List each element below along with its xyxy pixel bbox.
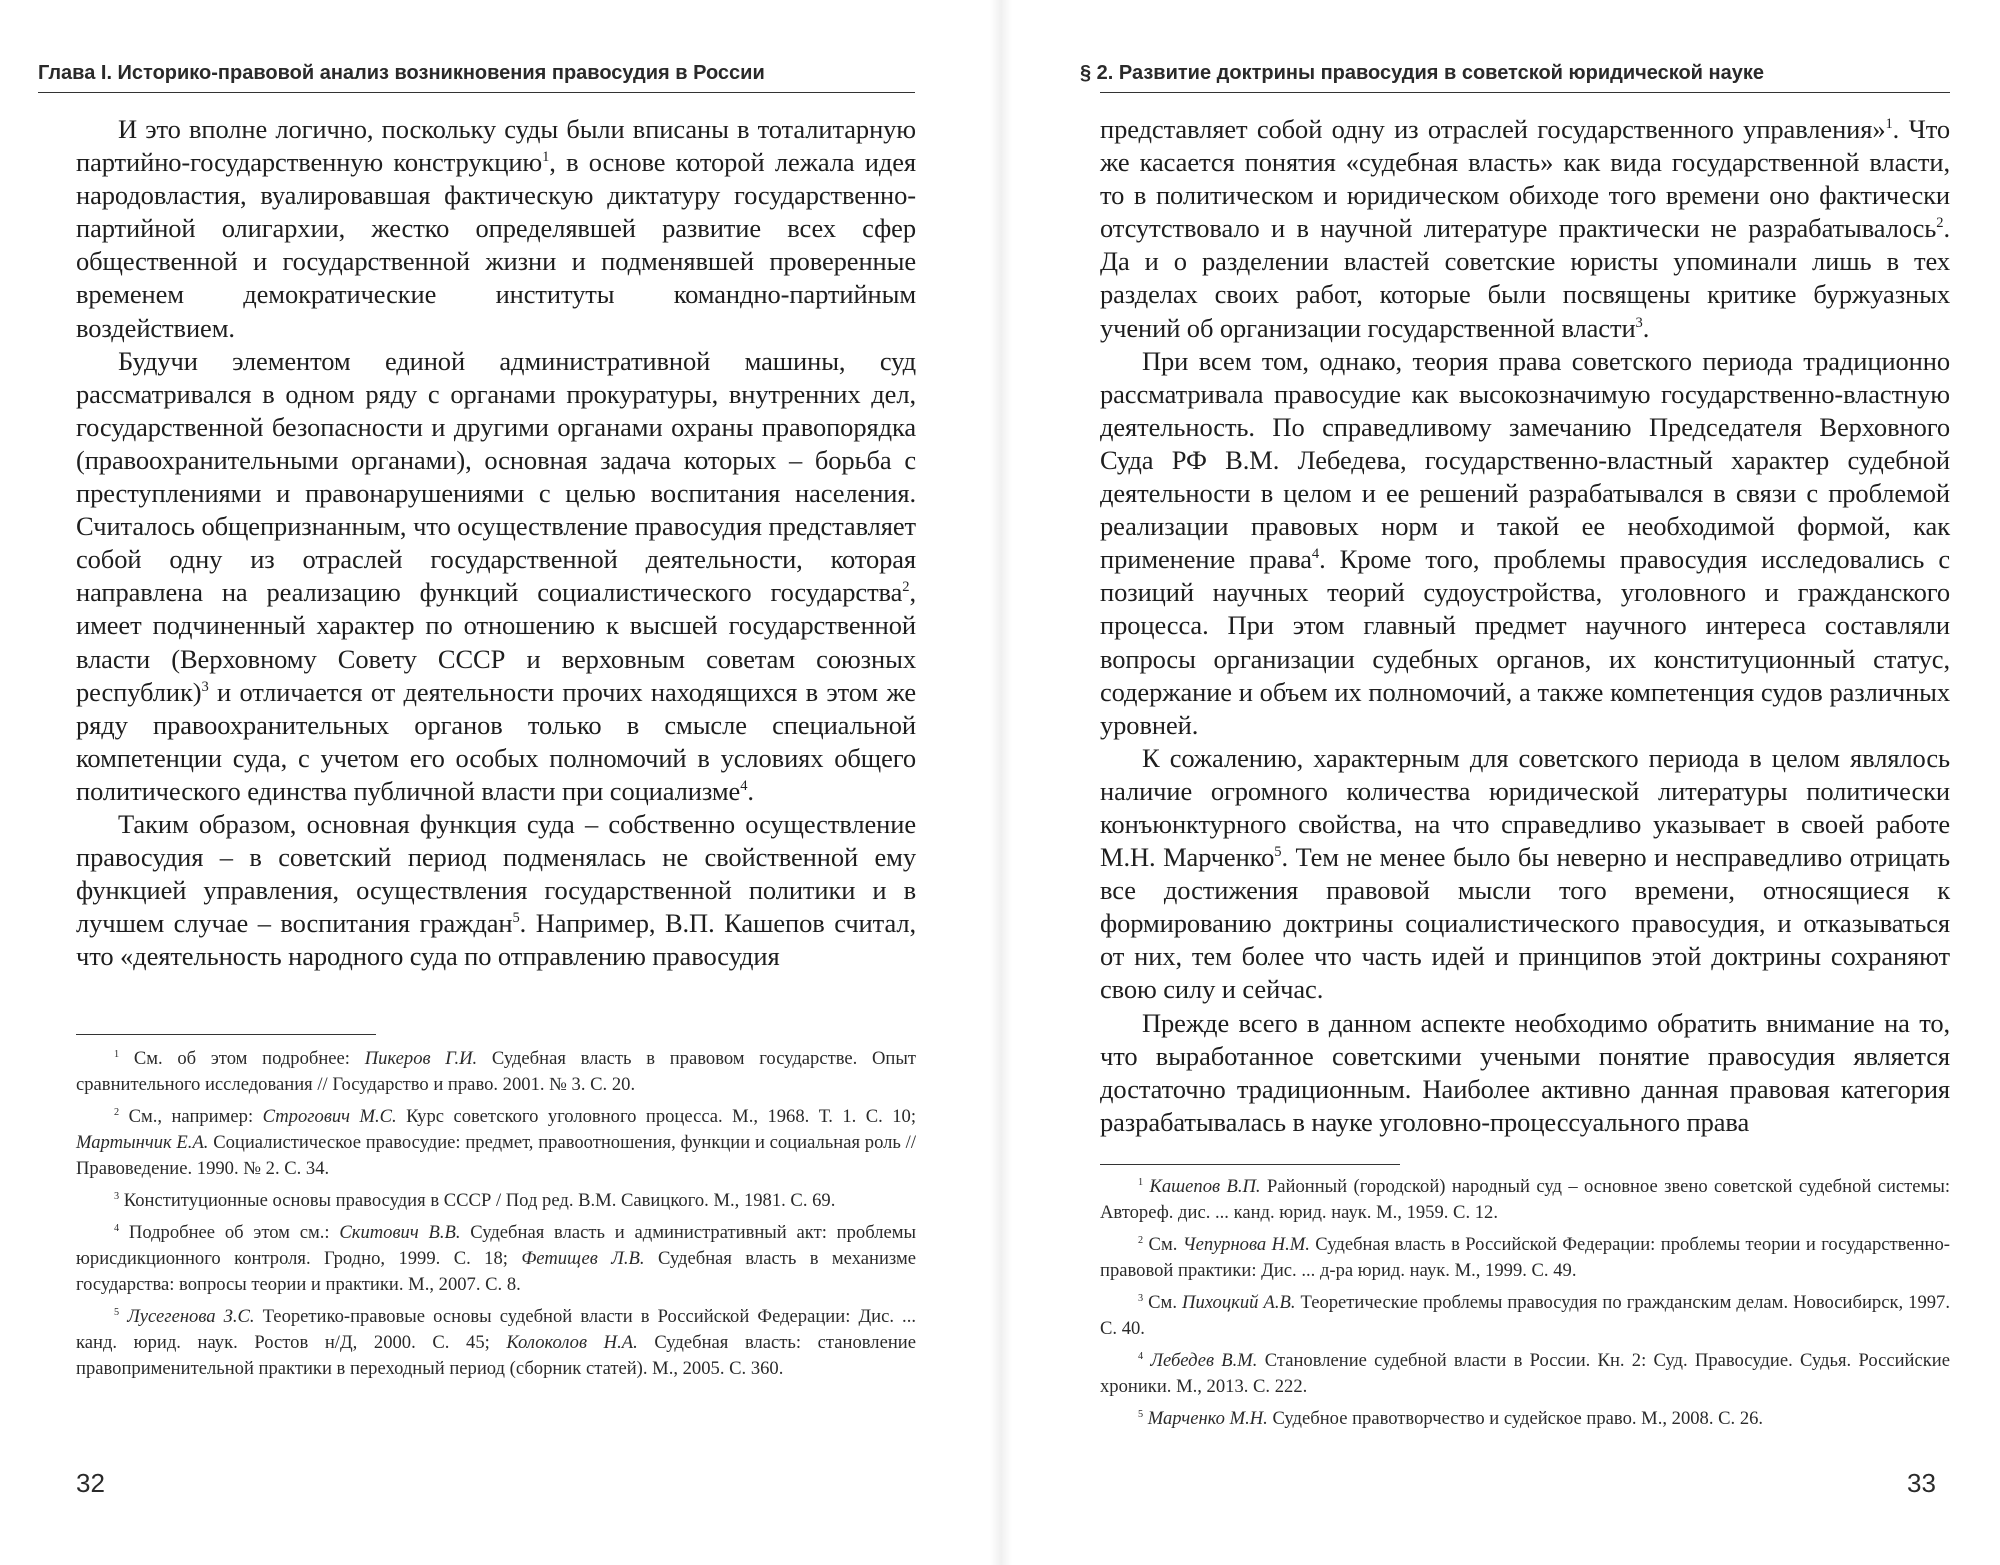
footnote-number: 1 xyxy=(114,1048,120,1060)
footnote-ref: 4 xyxy=(740,777,748,794)
footnote-number: 3 xyxy=(1138,1292,1144,1304)
author-name: Строгович М.С. xyxy=(262,1106,397,1127)
main-text xyxy=(1100,113,1950,1139)
text-run: представляет собой одну из отраслей государственного управления» xyxy=(1100,114,1886,144)
text-run: Районный (городской) народный суд – основное звено советской судебной системы: Автореф. дис. ... канд. юрид. наук. М., 1959. С. 12. xyxy=(1100,1176,1950,1223)
footnote xyxy=(76,1046,916,1098)
author-name: Кашепов В.П. xyxy=(1149,1176,1261,1197)
text-run: и отличается от деятельности прочих находящихся в этом же ряду правоохранительных органов только в смысле специальной компетенции суда, с учетом его особых полномочий в условиях общего политического единства публичной власти при социализме xyxy=(76,676,916,806)
footnote-ref: 2 xyxy=(1936,215,1944,232)
footnote xyxy=(1100,1290,1950,1342)
text-run: . Что же касается понятия «судебная власть» как вида государственной власти, то в политическом и юридическом обиходе того времени оно фактически отсутствовало и в научной литературе практически не разрабатывалось xyxy=(1100,114,1950,244)
footnote-number: 2 xyxy=(114,1106,120,1118)
author-name: Мартынчик Е.А. xyxy=(76,1132,209,1153)
footnote-ref: 1 xyxy=(542,148,550,165)
text-run: К сожалению, характерным для советского периода в целом являлось наличие огромного количества юридической литературы политически конъюнктурного свойства, на что справедливо указывает в своей работе М.Н. Марченко xyxy=(1100,742,1950,873)
text-run: См. об этом подробнее: xyxy=(119,1048,365,1069)
footnote-number: 3 xyxy=(114,1190,120,1202)
paragraph xyxy=(1100,345,1950,742)
footnote-number: 4 xyxy=(1138,1350,1144,1362)
running-head: § 2. Развитие доктрины правосудия в советской юридической науке xyxy=(1080,62,1764,84)
author-name: Марченко М.Н. xyxy=(1147,1408,1268,1429)
text-run: Судебная власть в механизме государства: вопросы теории и практики. М., 2007. С. 8. xyxy=(76,1248,916,1295)
footnote-ref: 3 xyxy=(1635,314,1643,331)
page-number: 33 xyxy=(1907,1468,1936,1498)
text-run: Теоретические проблемы правосудия по гражданским делам. Новосибирск, 1997. С. 40. xyxy=(1100,1292,1951,1339)
footnote-number: 1 xyxy=(1138,1176,1144,1188)
text-run: Социалистическое правосудие: предмет, правоотношения, функции и социальная роль // Правоведение. 1990. № 2. С. 34. xyxy=(76,1132,916,1179)
footnote xyxy=(76,1104,916,1182)
footnote-ref: 5 xyxy=(1274,843,1282,860)
text-run: Конституционные основы правосудия в СССР / Под ред. В.М. Савицкого. М., 1981. С. 69. xyxy=(119,1190,836,1211)
footnote-ref: 2 xyxy=(902,579,910,596)
text-run: Судебная власть в правовом государстве. Опыт сравнительного исследования // Государство и право. 2001. № 3. С. 20. xyxy=(76,1048,916,1095)
text-run: См., например: xyxy=(119,1106,263,1127)
text-run: Подробнее об этом см.: xyxy=(119,1222,340,1243)
footnote xyxy=(76,1304,916,1382)
text-run: Судебное правотворчество и судейское право. М., 2008. С. 26. xyxy=(1267,1408,1764,1429)
text-run: . Кроме того, проблемы правосудия исследовались с позиций научных теорий судоустройства, уголовного и гражданского процесса. При этом главный предмет научного интереса составляли вопросы организации судебных органов, их конституционный статус, содержание и объем их полномочий, а также компетенция судов различных уровней. xyxy=(1100,544,1950,740)
footnote-ref: 5 xyxy=(512,910,520,927)
paragraph xyxy=(1100,113,1950,345)
footnote xyxy=(1100,1174,1950,1226)
text-run: Судебная власть в Российской Федерации: проблемы теории и государственно-правовой практики: Дис. ... д-ра юрид. наук. М., 1999. С. 49. xyxy=(1100,1234,1950,1281)
text-run: См. xyxy=(1143,1234,1183,1255)
footnote-rule xyxy=(76,1034,376,1035)
footnotes xyxy=(76,1046,916,1388)
paragraph xyxy=(1100,1007,1950,1139)
text-run: И это вполне логично, поскольку суды были вписаны в тоталитарную партийно-государственную конструкцию xyxy=(76,114,916,178)
text-run xyxy=(119,1306,127,1327)
text-run: Таким образом, основная функция суда – собственно осуществление правосудия – в советский период подменялась не свойственной ему функцией управления, осуществления государственной политики и в лучшем случае – воспитания граждан xyxy=(76,808,916,939)
footnote-rule xyxy=(1100,1164,1400,1165)
footnote xyxy=(76,1188,916,1214)
footnote xyxy=(76,1220,916,1298)
text-run: Прежде всего в данном аспекте необходимо обратить внимание на то, что выработанное советскими учеными понятие правосудия является достаточно традиционным. Наиболее активно данная правовая категория разрабатывалась в науке уголовно-процессуального права xyxy=(1100,1007,1950,1137)
text-run: . xyxy=(1642,312,1650,343)
text-run: Судебная власть и административный акт: проблемы юрисдикционного контроля. Гродно, 1999. С. 18; xyxy=(76,1222,916,1269)
running-head: Глава I. Историко-правовой анализ возникновения правосудия в России xyxy=(38,62,765,84)
footnotes xyxy=(1100,1174,1950,1438)
text-run: , имеет подчиненный характер по отношению к высшей государственной власти (Верховному Совету СССР и верховным советам союзных республик) xyxy=(76,577,916,707)
paragraph xyxy=(76,808,916,973)
text-run: , в основе которой лежала идея народовластия, вуалировавшая фактическую диктатуру государственно-партийной олигархии, жестко определявшей развитие всех сфер общественной и государственной жизни и подменявшей проверенные временем демократические институты командно-партийным воздействием. xyxy=(76,147,916,343)
footnote-ref: 4 xyxy=(1311,546,1320,563)
text-run: Курс советского уголовного процесса. М., 1968. Т. 1. С. 10; xyxy=(396,1106,916,1127)
author-name: Колоколов Н.А. xyxy=(506,1332,638,1353)
paragraph xyxy=(76,113,916,345)
footnote-number: 5 xyxy=(114,1306,120,1318)
header-rule xyxy=(38,92,915,93)
paragraph xyxy=(1100,742,1950,1007)
right-page xyxy=(1000,0,2000,1565)
text-run: . xyxy=(747,775,754,806)
paragraph xyxy=(76,345,916,808)
footnote xyxy=(1100,1232,1950,1284)
author-name: Пикеров Г.И. xyxy=(364,1048,478,1069)
text-run: При всем том, однако, теория права советского периода традиционно рассматривала правосудие как высокозначимую государственно-властную деятельность. По справедливому замечанию Председателя Верховного Суда РФ В.М. Лебедева, государственно-властный характер судебной деятельности в целом и ее решений разрабатывался в связи с проблемой реализации правовых норм и такой ее необходимой формой, как применение права xyxy=(1100,345,1950,575)
footnote-ref: 1 xyxy=(1885,115,1893,132)
footnote-number: 4 xyxy=(114,1222,120,1234)
text-run: Теоретико-правовые основы судебной власти в Российской Федерации: Дис. ... канд. юрид. наук. Ростов н/Д, 2000. С. 45; xyxy=(76,1306,917,1353)
author-name: Чепурнова Н.М. xyxy=(1182,1234,1310,1255)
footnote xyxy=(1100,1348,1950,1400)
author-name: Лебедев В.М. xyxy=(1150,1350,1258,1371)
author-name: Фетищев Л.В. xyxy=(521,1248,645,1269)
text-run: . Да и о разделении властей советские юристы упоминали лишь в тех разделах своих работ, которые были посвящены критике буржуазных учений об организации государственной власти xyxy=(1100,213,1950,343)
text-run: Становление судебной власти в России. Кн. 2: Суд. Правосудие. Судья. Российские хроники. М., 2013. С. 222. xyxy=(1100,1350,1950,1397)
text-run: См. xyxy=(1143,1292,1183,1313)
footnote-number: 5 xyxy=(1138,1408,1144,1420)
text-run: Будучи элементом единой административной машины, суд рассматривался в одном ряду с органами прокуратуры, внутренних дел, государственной безопасности и другими органами охраны правопорядка (правоохранительными органами), основная задача которых – борьба с преступлениями и правонарушениями с целью воспитания населения. Считалось общепризнанным, что осуществление правосудия представляет собой одну из отраслей государственной деятельности, которая направлена на реализацию функций социалистического государства xyxy=(76,345,916,608)
text-run: Судебная власть: становление правоприменительной практики в переходный период (сборник статей). М., 2005. С. 360. xyxy=(76,1332,916,1379)
footnote xyxy=(1100,1406,1950,1432)
author-name: Пихоцкий А.В. xyxy=(1182,1292,1296,1313)
author-name: Лусегенова З.С. xyxy=(127,1306,255,1327)
text-run: . Тем не менее было бы неверно и несправедливо отрицать все достижения правовой мысли того времени, относящиеся к формированию доктрины социалистического правосудия, и отказываться от них, тем более что часть идей и принципов этой доктрины сохраняют свою силу и сейчас. xyxy=(1100,842,1950,1005)
footnote-ref: 3 xyxy=(201,678,209,695)
footnote-number: 2 xyxy=(1138,1234,1144,1246)
text-run: . Например, В.П. Кашепов считал, что «деятельность народного суда по отправлению правосудия xyxy=(76,908,916,972)
author-name: Скитович В.В. xyxy=(339,1222,461,1243)
page-number: 32 xyxy=(76,1468,105,1498)
main-text xyxy=(76,113,916,973)
header-rule xyxy=(1100,92,1950,93)
